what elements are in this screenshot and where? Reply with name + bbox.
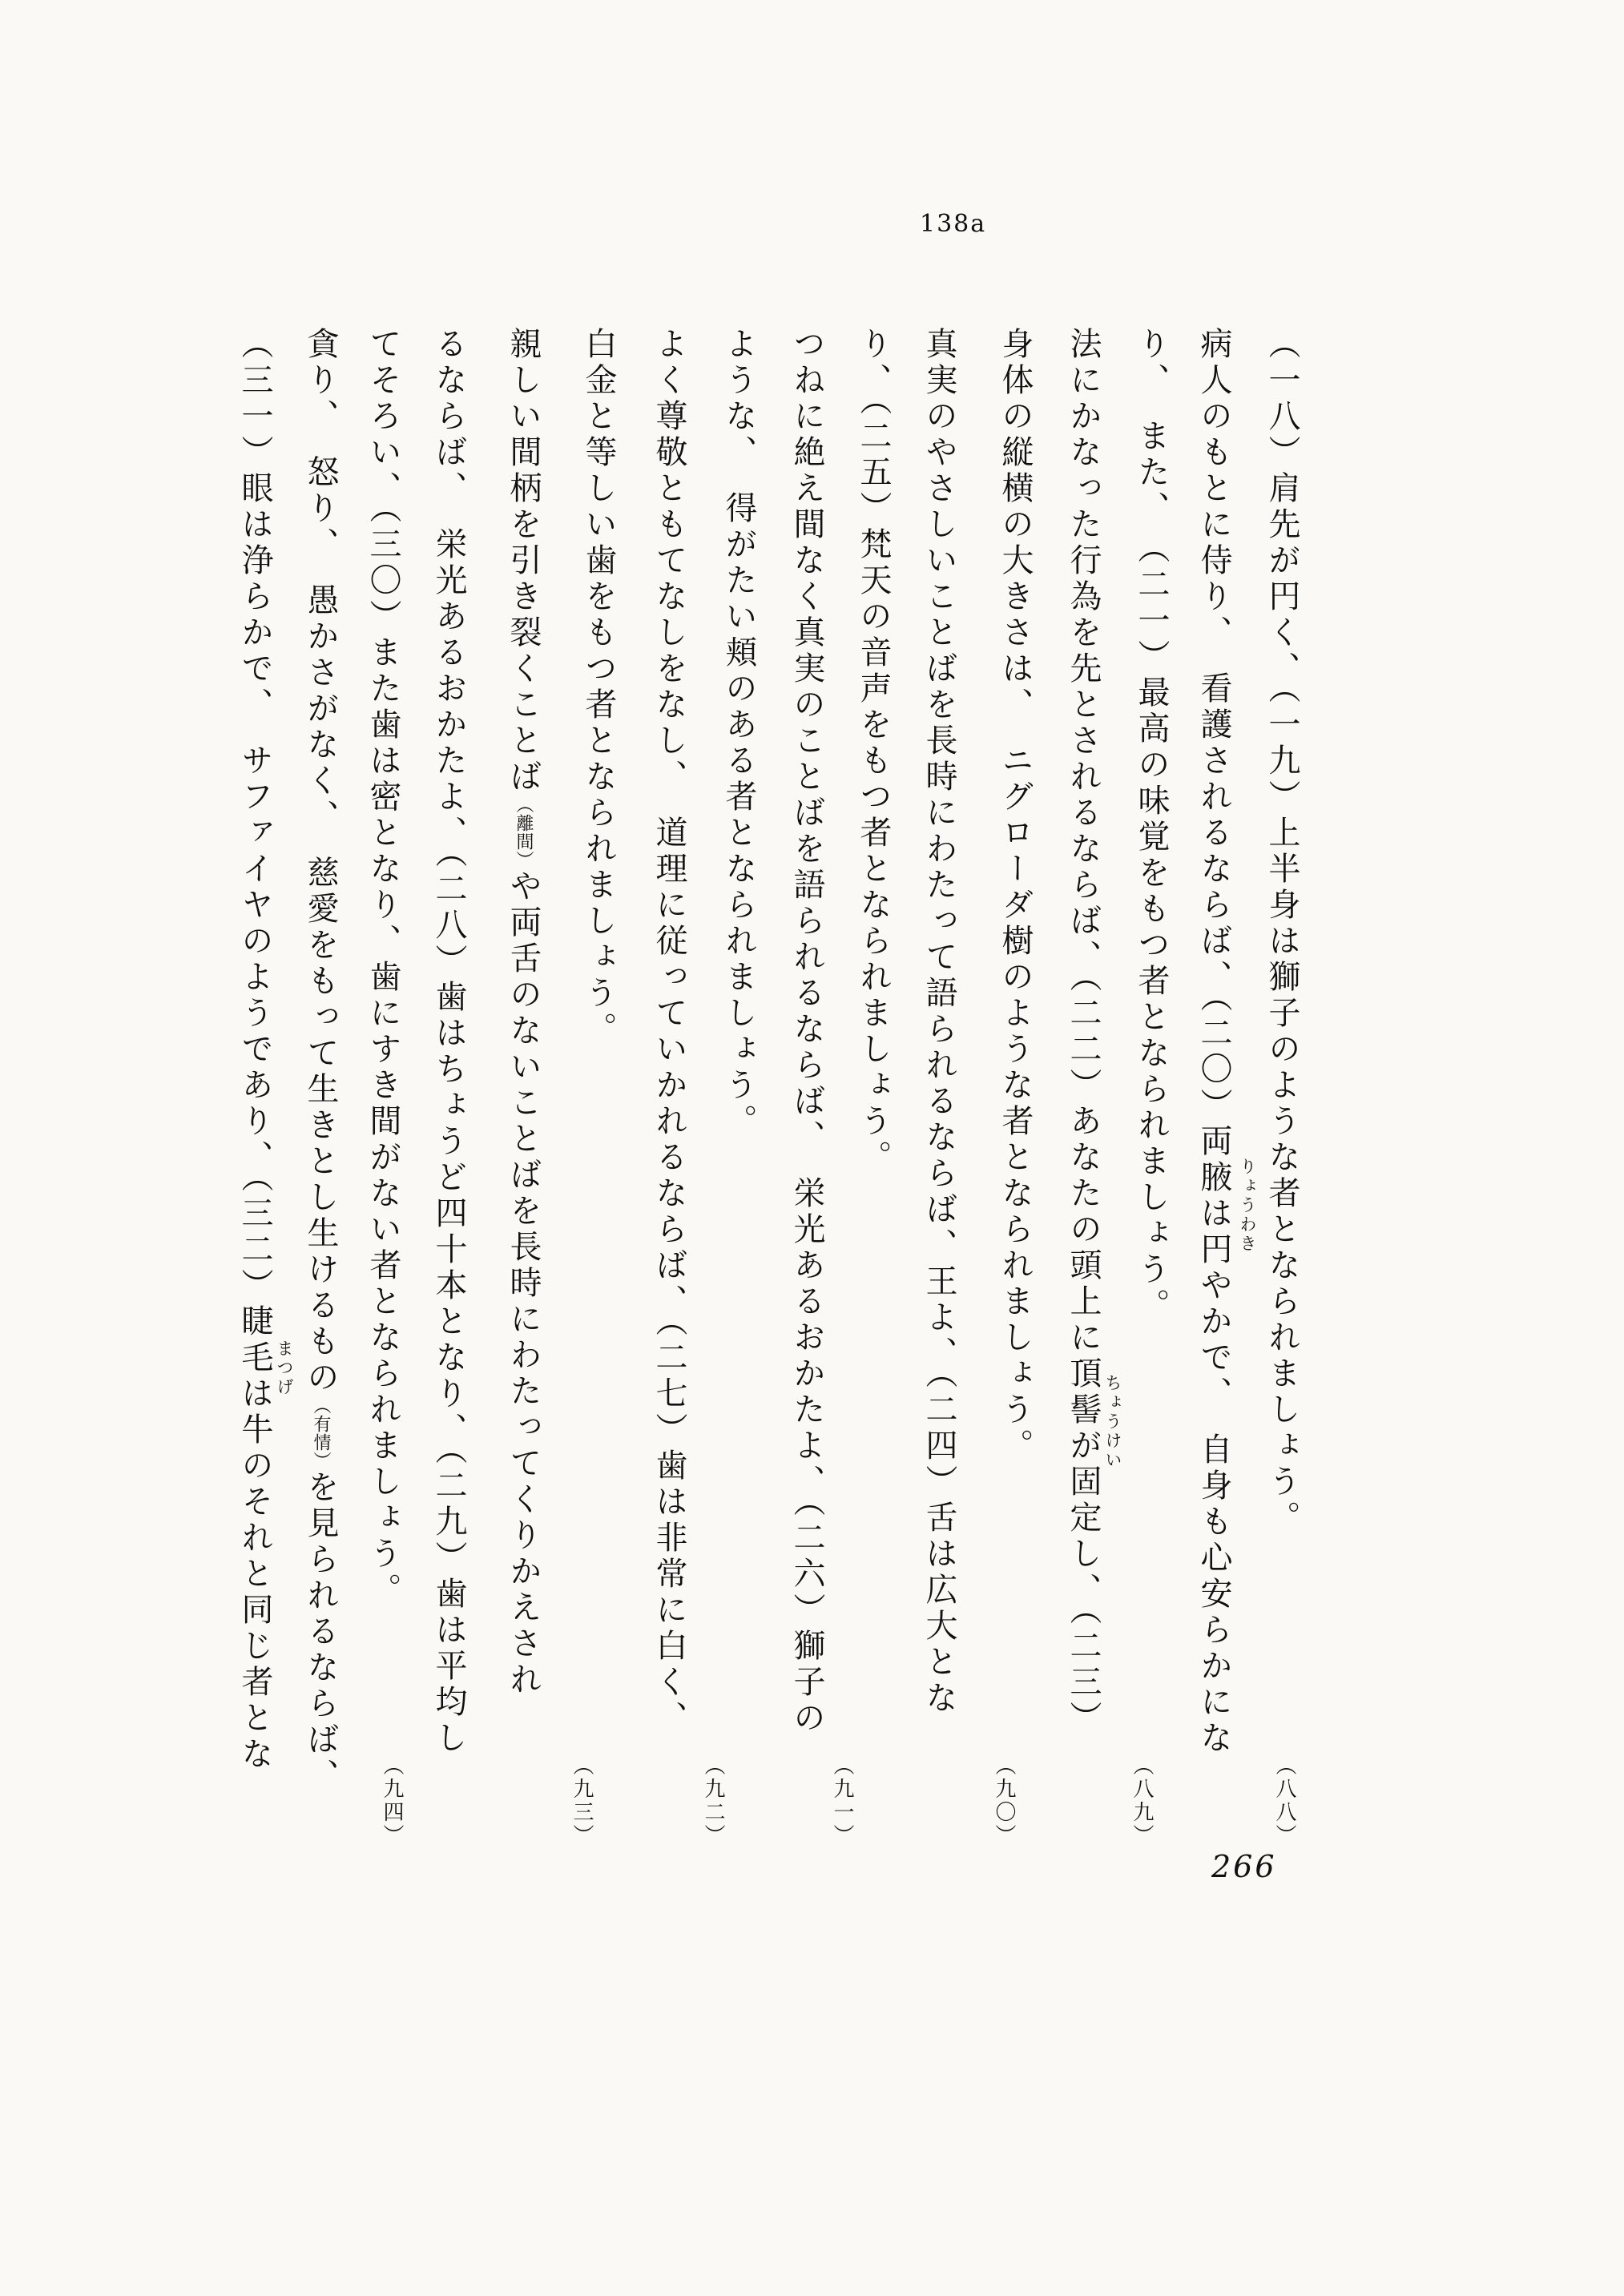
page-number: 266 [1211, 1849, 1277, 1884]
text-column-11 [578, 327, 619, 1048]
text-column-16 [234, 327, 276, 1773]
text-column-13 [428, 327, 469, 1757]
column-text: 親しい間柄を引き裂くことば [505, 327, 542, 796]
column-text: 法にかなった行為を先とされるならば、（二二）あなたの頭上に頂髻が固定し、（二三） [1065, 327, 1102, 1737]
text-column-5 [994, 327, 1036, 1464]
column-text: 白金と等しい歯をもつ者となられましょう。 [580, 327, 617, 1048]
column-text: や両舌のないことばを長時にわたってくりかえされ [505, 869, 542, 1698]
text-column-4 [1062, 327, 1104, 1737]
text-column-8 [786, 327, 828, 1737]
column-text: ような、 得がたい頬のある者となられましょう。 [720, 327, 757, 1140]
verse-ref-91: （九一） [830, 1754, 854, 1847]
text-column-3 [1130, 327, 1172, 1324]
text-column-6 [918, 327, 960, 1717]
column-text: よく尊敬ともてなしをなし、 道理に従っていかれるならば、（二七）歯は非常に白く、 [651, 327, 687, 1737]
folio-label: 138a [920, 210, 987, 238]
column-text: り、（二五）梵天の音声をもつ者となられましょう。 [855, 327, 892, 1176]
warichu-gloss: （離間） [514, 796, 534, 869]
text-column-10 [648, 327, 690, 1737]
text-column-7 [852, 327, 894, 1176]
verse-ref-88: （八八） [1272, 1754, 1296, 1847]
column-text: るならば、 栄光あるおかたよ、（二八）歯はちょうど四十本となり、（二九）歯は平均し [430, 327, 467, 1757]
column-text: てそろい、（三〇）また歯は密となり、歯にすき間がない者となられましょう。 [365, 327, 401, 1609]
text-column-14 [362, 327, 404, 1609]
column-text: 貪り、 怒り、 愚かさがなく、 慈愛をもって生きとし生けるもの [302, 327, 339, 1396]
column-text: り、 また、 （二一）最高の味覚をもつ者となられましょう。 [1133, 327, 1170, 1324]
column-text: （一八）肩先が円く、（一九）上半身は獅子のような者となられましょう。 [1263, 327, 1300, 1537]
column-text: 真実のやさしいことばを長時にわたって語られるならば、王よ、（二四）舌は広大とな [921, 327, 957, 1717]
furigana-睫毛: まつげ [275, 1339, 294, 1397]
column-text: 病人のもとに侍り、 看護されるならば、（二〇）両腋は円やかで、 自身も心安らかにな [1195, 327, 1232, 1757]
verse-ref-94: （九四） [380, 1754, 404, 1847]
verse-ref-93: （九三） [570, 1754, 594, 1847]
verse-ref-92: （九二） [701, 1754, 725, 1847]
text-column-2 [1193, 327, 1235, 1757]
verse-ref-90: （九〇） [992, 1754, 1016, 1847]
warichu-gloss: （有情） [311, 1396, 331, 1470]
text-column-9 [718, 327, 760, 1140]
verse-ref-89: （八九） [1130, 1754, 1154, 1847]
text-column-15 [300, 327, 341, 1795]
column-text: つねに絶え間なく真実のことばを語られるならば、 栄光あるおかたよ、（二六）獅子の [788, 327, 825, 1737]
column-text: を見られるならば、 [302, 1470, 339, 1795]
text-column-1 [1261, 327, 1303, 1537]
column-text: （三一）眼は浄らかで、 サファイヤのようであり、（三二）睫毛は牛のそれと同じ者とな [236, 327, 273, 1773]
text-column-12 [502, 327, 544, 1698]
furigana-両腋: りょうわき [1238, 1158, 1257, 1254]
furigana-頂髻: ちょうけい [1103, 1374, 1122, 1470]
column-text: 身体の縦横の大きさは、 ニグローダ樹のような者となられましょう。 [997, 327, 1034, 1464]
